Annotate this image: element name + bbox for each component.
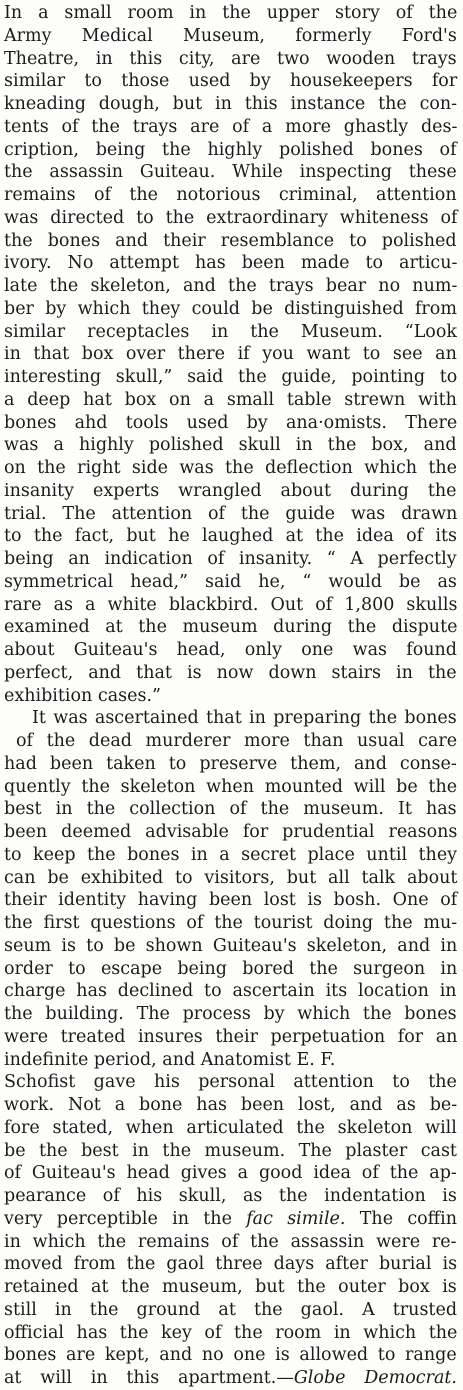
text-line: ivory. No attempt has been made to articu- [4, 253, 458, 274]
text-line: on the right side was the deflection which the [4, 458, 458, 478]
text-line: retained at the museum, but the outer box is [4, 1277, 457, 1297]
text-line: quently the skeleton when mounted will be the [4, 776, 458, 797]
text-line: can be exhibited to visitors, but all talk about [4, 867, 458, 888]
text-line: had been taken to preserve them, and conse- [4, 753, 457, 774]
text-line: symmetrical head,” said he, “ would be as [4, 571, 457, 592]
text-line: of the dead murderer more than usual care [16, 731, 458, 751]
text-line: official has the key of the room in which the [4, 1322, 458, 1343]
text-line: charge has declined to ascertain its location in [4, 981, 457, 1002]
text-line: Schofist gave his personal attention to the [4, 1072, 457, 1093]
text-line: moved from the gaol three days after burial is [4, 1254, 458, 1275]
text-line: Army Medical Museum, formerly Ford's [4, 25, 457, 46]
source-credit: Globe Democrat. [293, 1368, 457, 1388]
text-line: similar to those used by housekeepers for [4, 71, 458, 92]
text-line: the assassin Guiteau. While inspecting these [4, 162, 457, 183]
text-line: about Guiteau's head, only one was found [4, 640, 458, 660]
text-line: rare as a white blackbird. Out of 1,800 skulls [4, 594, 458, 615]
text-line: the bones and their resemblance to polished [4, 230, 457, 251]
text-line-mixed [4, 1367, 457, 1390]
text-line: the building. The process by which the bones [4, 1004, 457, 1024]
text-line: fore stated, when articulated the skeleton will [4, 1117, 457, 1138]
text-line: was directed to the extraordinary whiteness of [4, 207, 458, 228]
text-line: It was ascertained that in preparing the bones [32, 708, 457, 729]
text-line: was a highly polished skull in the box, and [4, 435, 457, 456]
text-line: similar receptacles in the Museum. “Look [4, 321, 457, 342]
text-line: of Guiteau's head gives a good idea of the ap- [4, 1163, 457, 1184]
text-line: to the fact, but he laughed at the idea of its [4, 526, 457, 547]
text-line: best in the collection of the museum. It has [4, 799, 457, 820]
text-line: insanity experts wrangled about during the [4, 480, 457, 501]
text-line: Theatre, in this city, are two wooden trays [4, 48, 457, 69]
text-line: tents of the trays are of a more ghastly des- [4, 116, 458, 137]
text-line: still in the ground at the gaol. A trusted [4, 1299, 458, 1320]
text-line: bones are kept, and no one is allowed to range [4, 1345, 457, 1366]
text-line: a deep hat box on a small table strewn with [4, 389, 457, 410]
text-line: bones ahd tools used by ana·omists. There [4, 412, 458, 433]
text-segment: at will in this apartment.— [4, 1368, 294, 1388]
text-line: examined at the museum during the dispute [4, 617, 458, 638]
text-line: be the best in the museum. The plaster cast [4, 1140, 457, 1161]
text-line: being an indication of insanity. “ A perfectly [4, 549, 457, 569]
text-line: the first questions of the tourist doing the mu- [4, 913, 458, 933]
paragraph-1 [4, 2, 457, 707]
text-line: trial. The attention of the guide was drawn [4, 503, 458, 524]
text-line: their identity having been lost is bosh. One of [4, 890, 458, 911]
text-line-mixed [4, 1208, 457, 1231]
text-line: in that box over there if you want to see an [4, 344, 457, 365]
article-column [4, 2, 457, 1390]
text-line: exhibition cases.” [4, 685, 161, 706]
text-line: cription, being the highly polished bones of [4, 139, 457, 160]
paragraph-2 [4, 707, 457, 1390]
text-line: in which the remains of the assassin were re- [4, 1231, 457, 1252]
text-line: kneading dough, but in this instance the con- [4, 94, 458, 114]
text-segment: very perceptible in the [4, 1208, 247, 1229]
text-line: ber by which they could be distinguished from [4, 298, 457, 319]
text-line: perfect, and that is now down stairs in the [4, 662, 457, 683]
text-line: remains of the notorious criminal, attention [4, 185, 457, 205]
text-line: been deemed advisable for prudential reasons [4, 822, 458, 842]
text-line: indefinite period, and Anatomist E. F. [4, 1049, 336, 1070]
text-line: interesting skull,” said the guide, pointing to [4, 367, 458, 387]
text-line: to keep the bones in a secret place until they [4, 844, 458, 865]
text-line: seum is to be shown Guiteau's skeleton, and in [4, 935, 458, 956]
text-segment: The coffin [345, 1208, 457, 1229]
italic-phrase: fac simile. [246, 1208, 346, 1229]
text-line: In a small room in the upper story of the [4, 3, 458, 23]
text-line: late the skeleton, and the trays bear no num- [4, 276, 458, 296]
text-line: pearance of his skull, as the indentation is [4, 1186, 457, 1206]
text-line: order to escape being bored the surgeon in [4, 958, 458, 979]
text-line: were treated insures their perpetuation for an [4, 1026, 458, 1047]
text-line: work. Not a bone has been lost, and as be- [4, 1095, 458, 1115]
